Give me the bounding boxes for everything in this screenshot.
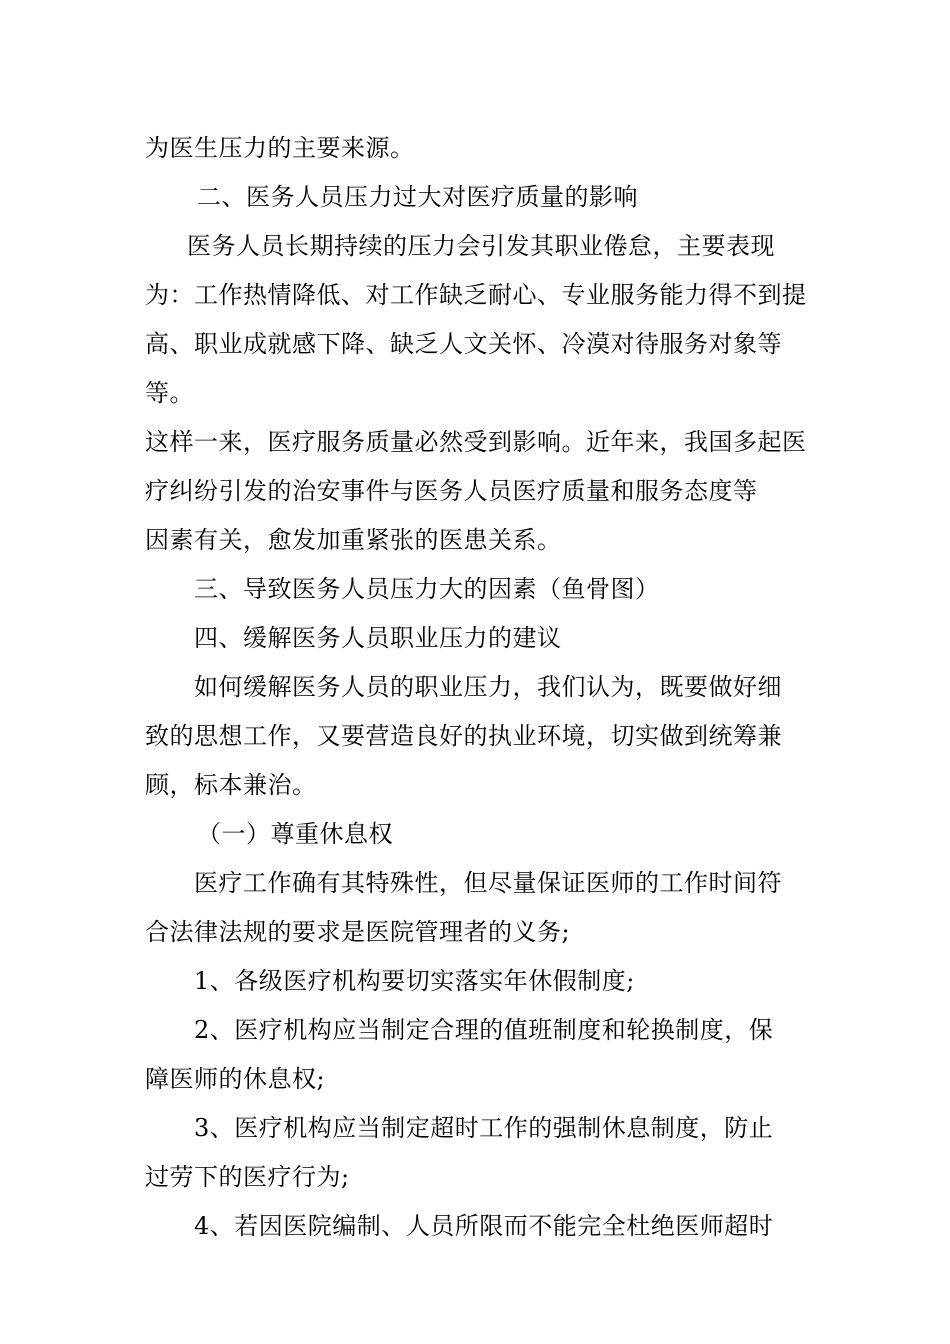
text-line: 1、各级医疗机构要切实落实年休假制度; bbox=[194, 967, 635, 995]
list-item-2 bbox=[145, 1006, 815, 1055]
text-line: 如何缓解医务人员的职业压力，我们认为，既要做好细 bbox=[194, 673, 782, 701]
text-line: 为：工作热情降低、对工作缺乏耐心、专业服务能力得不到提 bbox=[145, 281, 807, 309]
paragraph-burnout bbox=[145, 222, 815, 271]
section-heading-3 bbox=[145, 565, 815, 614]
paragraph-rest-rights-cont bbox=[145, 908, 815, 957]
text-line: 因素有关，愈发加重紧张的医患关系。 bbox=[145, 526, 562, 554]
heading-text: 二、医务人员压力过大对医疗质量的影响 bbox=[197, 183, 638, 211]
text-line: 高、职业成就感下降、缺乏人文关怀、冷漠对待服务对象等等。 bbox=[145, 330, 782, 407]
text-line: 3、医疗机构应当制定超时工作的强制休息制度，防止 bbox=[194, 1114, 774, 1142]
text-line: 医务人员长期持续的压力会引发其职业倦怠，主要表现 bbox=[187, 232, 775, 260]
heading-text: 四、缓解医务人员职业压力的建议 bbox=[194, 624, 562, 652]
text-line: 致的思想工作，又要营造良好的执业环境，切实做到统筹兼 bbox=[145, 722, 782, 750]
text-line: 2、医疗机构应当制定合理的值班制度和轮换制度，保 bbox=[194, 1016, 774, 1044]
text-line: 疗纠纷引发的治安事件与医务人员医疗质量和服务态度等 bbox=[145, 477, 758, 505]
section-heading-2 bbox=[145, 173, 815, 222]
text-line: 4、若因医院编制、人员所限而不能完全杜绝医师超时 bbox=[194, 1212, 774, 1240]
text-line: 医疗工作确有其特殊性，但尽量保证医师的工作时间符 bbox=[194, 869, 782, 897]
paragraph-suggestion-cont bbox=[145, 712, 815, 810]
document-body bbox=[145, 124, 815, 1251]
list-item-1 bbox=[145, 957, 815, 1006]
text-line: 合法律法规的要求是医院管理者的义务; bbox=[145, 918, 571, 946]
list-item-3 bbox=[145, 1104, 815, 1153]
paragraph-suggestion-intro bbox=[145, 663, 815, 712]
paragraph-burnout-cont bbox=[145, 271, 815, 565]
section-heading-4 bbox=[145, 614, 815, 663]
text-line: 这样一来，医疗服务质量必然受到影响。近年来，我国多起医 bbox=[145, 428, 807, 456]
subsection-heading-1 bbox=[145, 810, 815, 859]
list-item-2-cont bbox=[145, 1055, 815, 1104]
heading-text: （一）尊重休息权 bbox=[197, 820, 393, 848]
list-item-4 bbox=[145, 1202, 815, 1251]
list-item-3-cont bbox=[145, 1153, 815, 1202]
text-line: 障医师的休息权; bbox=[145, 1065, 326, 1093]
text-line: 过劳下的医疗行为; bbox=[145, 1163, 350, 1191]
paragraph-continuation bbox=[145, 124, 815, 173]
heading-text: 三、导致医务人员压力大的因素（鱼骨图） bbox=[194, 575, 660, 603]
text-line: 顾，标本兼治。 bbox=[145, 771, 317, 799]
text-line: 为医生压力的主要来源。 bbox=[145, 134, 415, 162]
paragraph-rest-rights bbox=[145, 859, 815, 908]
